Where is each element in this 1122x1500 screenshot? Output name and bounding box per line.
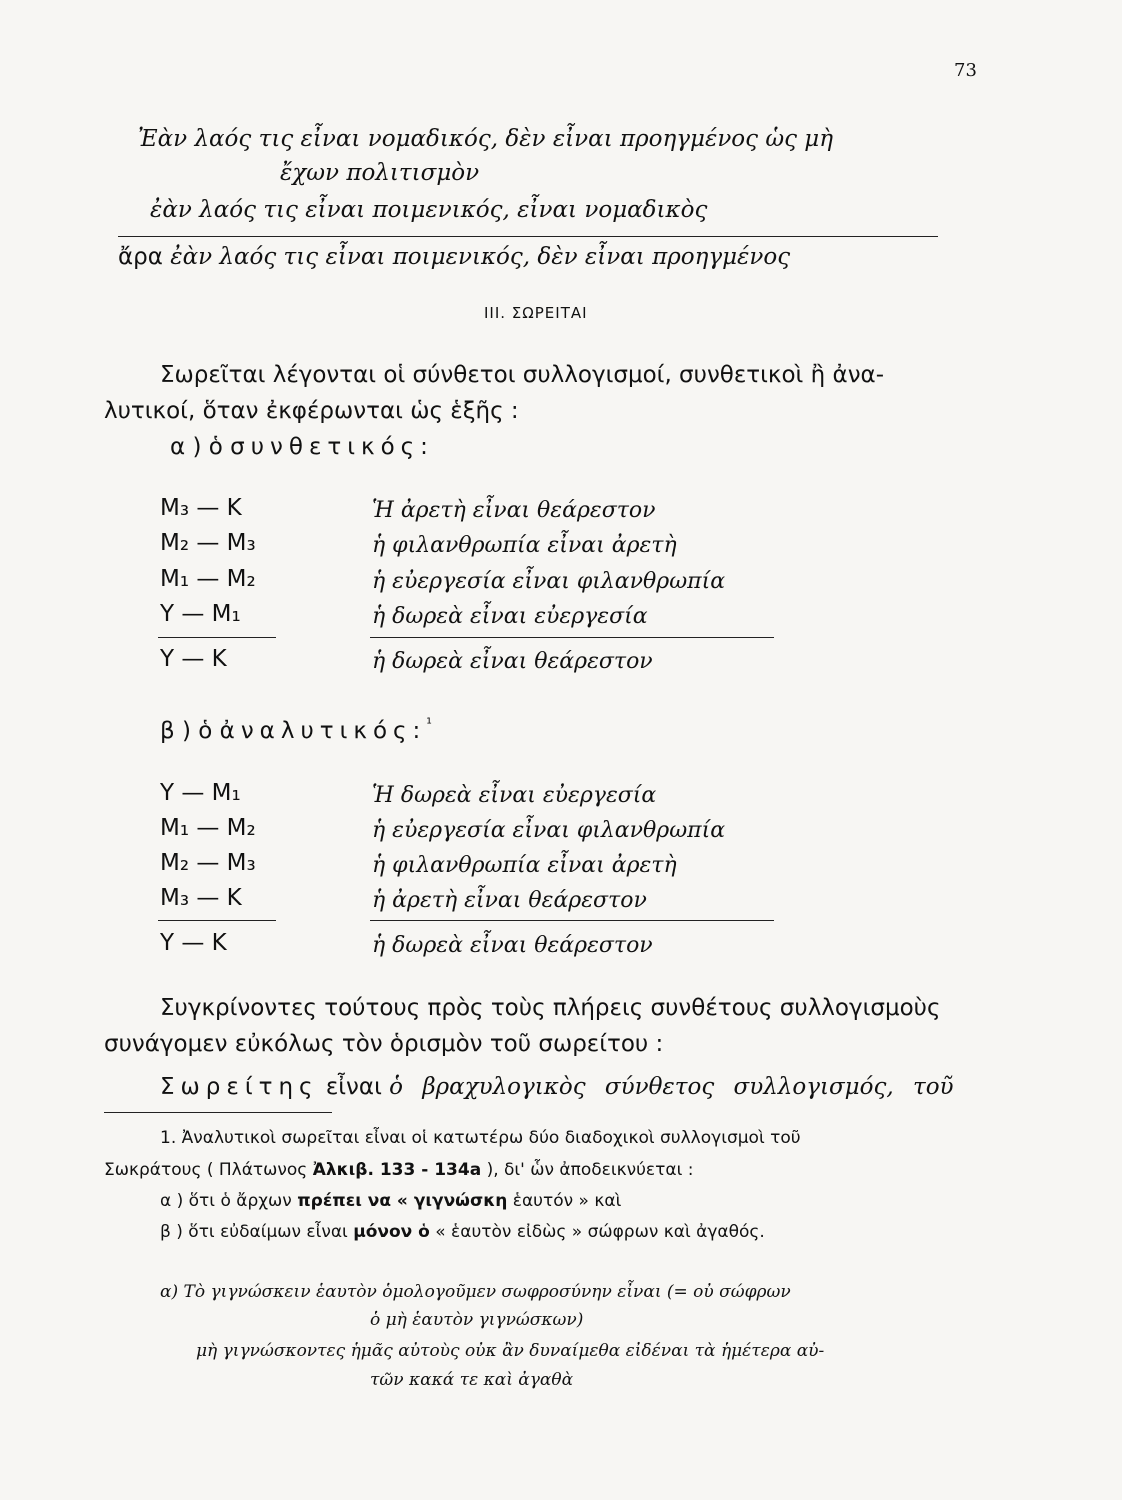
synthetic-conclusion-left: Y — K bbox=[160, 646, 227, 672]
footnote-line-4b: « ἑαυτὸν εἰδὼς » σώφρων καὶ ἀγαθός. bbox=[429, 1222, 765, 1242]
footnote-reference: Ἀλκιβ. 133 - 134a bbox=[312, 1160, 482, 1180]
synthetic-row-right: Ἡ ἀρετὴ εἶναι θεάρεστον bbox=[372, 498, 656, 523]
intro-line-1: Σωρεῖται λέγονται οἱ σύνθετοι συλλογισμοί, συνθετικοὶ ἢ ἀνα- bbox=[160, 362, 885, 388]
synthetic-row-right: ἡ δωρεὰ εἶναι εὐεργεσία bbox=[372, 604, 648, 629]
comparison-line-1: Συγκρίνοντες τούτους πρὸς τοὺς πλήρεις συνθέτους συλλογισμοὺς bbox=[160, 995, 941, 1021]
synthetic-right-rule bbox=[370, 637, 774, 638]
synthetic-row-left: M₂ — M₃ bbox=[160, 530, 256, 556]
synthetic-label-word: συνθετικός: bbox=[230, 434, 434, 460]
comparison-line-2: συνάγομεν εὐκόλως τὸν ὁρισμὸν τοῦ σωρείτου : bbox=[104, 1031, 664, 1057]
analytic-row-left: Y — M₁ bbox=[160, 780, 241, 806]
intro-line-2: λυτικοί, ὅταν ἐκφέρωνται ὡς ἑξῆς : bbox=[104, 398, 519, 424]
analytic-right-rule bbox=[370, 920, 774, 921]
footnote-line-3 bbox=[160, 1191, 621, 1211]
analytic-row-right: Ἡ δωρεὰ εἶναι εὐεργεσία bbox=[372, 783, 657, 808]
premise-major: Ἐὰν λαός τις εἶναι νομαδικός, δὲν εἶναι προηγμένος ὡς μὴ bbox=[138, 126, 834, 152]
footnote-line-2a: Σωκράτους ( Πλάτωνος bbox=[104, 1160, 313, 1180]
synthetic-row-right: ἡ φιλανθρωπία εἶναι ἀρετὴ bbox=[372, 533, 677, 558]
definition-line bbox=[160, 1074, 954, 1100]
synthetic-row-right: ἡ εὐεργεσία εἶναι φιλανθρωπία bbox=[372, 569, 726, 594]
quote-1-cont: ὁ μὴ ἑαυτὸν γιγνώσκων) bbox=[370, 1310, 584, 1330]
definition-rest: ὁ βραχυλογικὸς σύνθετος συλλογισμός, τοῦ bbox=[389, 1074, 954, 1100]
synthetic-row-left: Y — M₁ bbox=[160, 601, 241, 627]
footnote-line-2 bbox=[104, 1160, 693, 1180]
synthetic-row-left: M₃ — K bbox=[160, 495, 242, 521]
quote-2-cont: τῶν κακά τε καὶ ἀγαθὰ bbox=[370, 1370, 574, 1390]
quote-2: μὴ γιγνώσκοντες ἡμᾶς αὐτοὺς οὐκ ἂν δυναίμεθα εἰδέναι τὰ ἡμέτερα αὐ- bbox=[196, 1341, 825, 1361]
analytic-row-left: M₃ — K bbox=[160, 885, 242, 911]
synthetic-label-prefix: α ) ὁ bbox=[170, 434, 223, 460]
analytic-row-right: ἡ ἀρετὴ εἶναι θεάρεστον bbox=[372, 888, 647, 913]
analytic-label-prefix: β ) ὁ bbox=[160, 718, 213, 744]
footnote-line-3a: α ) ὅτι ὁ ἄρχων bbox=[160, 1191, 298, 1211]
conclusion-text: ἐὰν λαός τις εἶναι ποιμενικός, δὲν εἶναι προηγμένος bbox=[170, 244, 791, 270]
conclusion-prefix: ἄρα bbox=[118, 244, 163, 270]
section-heading: III. ΣΩΡΕΙΤΑΙ bbox=[484, 304, 588, 322]
footnote-line-3-bold: πρέπει να « γιγνώσκη bbox=[297, 1191, 508, 1211]
analytic-left-rule bbox=[158, 920, 276, 921]
quote-1: α) Τὸ γιγνώσκειν ἑαυτὸν ὁμολογοῦμεν σωφροσύνην εἶναι (= οὐ σώφρων bbox=[160, 1282, 791, 1302]
premise-major-cont: ἔχων πολιτισμὸν bbox=[280, 160, 480, 186]
analytic-row-left: M₂ — M₃ bbox=[160, 850, 256, 876]
conclusion-line bbox=[118, 244, 790, 270]
analytic-label bbox=[160, 716, 432, 744]
footnote-line-4-bold: μόνον ὁ bbox=[353, 1222, 430, 1242]
footnote-separator bbox=[104, 1112, 332, 1113]
footnote-line-3b: ἑαυτόν » καὶ bbox=[507, 1191, 622, 1211]
definition-verb: εἶναι bbox=[325, 1074, 382, 1100]
definition-term: Σωρείτης bbox=[160, 1074, 319, 1100]
synthetic-conclusion-right: ἡ δωρεὰ εἶναι θεάρεστον bbox=[372, 649, 653, 674]
analytic-conclusion-right: ἡ δωρεὰ εἶναι θεάρεστον bbox=[372, 933, 653, 958]
analytic-row-right: ἡ εὐεργεσία εἶναι φιλανθρωπία bbox=[372, 818, 726, 843]
synthetic-left-rule bbox=[158, 637, 276, 638]
footnote-line-4 bbox=[160, 1222, 765, 1242]
footnote-line-2b: ), δι' ὧν ἀποδεικνύεται : bbox=[481, 1160, 694, 1180]
footnote-mark: ¹ bbox=[426, 716, 432, 732]
page-number: 73 bbox=[954, 60, 977, 81]
analytic-row-right: ἡ φιλανθρωπία εἶναι ἀρετὴ bbox=[372, 853, 677, 878]
analytic-row-left: M₁ — M₂ bbox=[160, 815, 256, 841]
analytic-conclusion-left: Y — K bbox=[160, 930, 227, 956]
synthetic-label bbox=[170, 434, 434, 460]
premise-minor: ἐὰν λαός τις εἶναι ποιμενικός, εἶναι νομαδικὸς bbox=[150, 197, 708, 223]
analytic-label-word: ἀναλυτικός: bbox=[219, 718, 427, 744]
syllogism-rule bbox=[118, 236, 938, 237]
footnote-line-1: 1. Ἀναλυτικοὶ σωρεῖται εἶναι οἱ κατωτέρω δύο διαδοχικοὶ συλλογισμοὶ τοῦ bbox=[160, 1128, 801, 1148]
footnote-line-4a: β ) ὅτι εὐδαίμων εἶναι bbox=[160, 1222, 354, 1242]
synthetic-row-left: M₁ — M₂ bbox=[160, 566, 256, 592]
